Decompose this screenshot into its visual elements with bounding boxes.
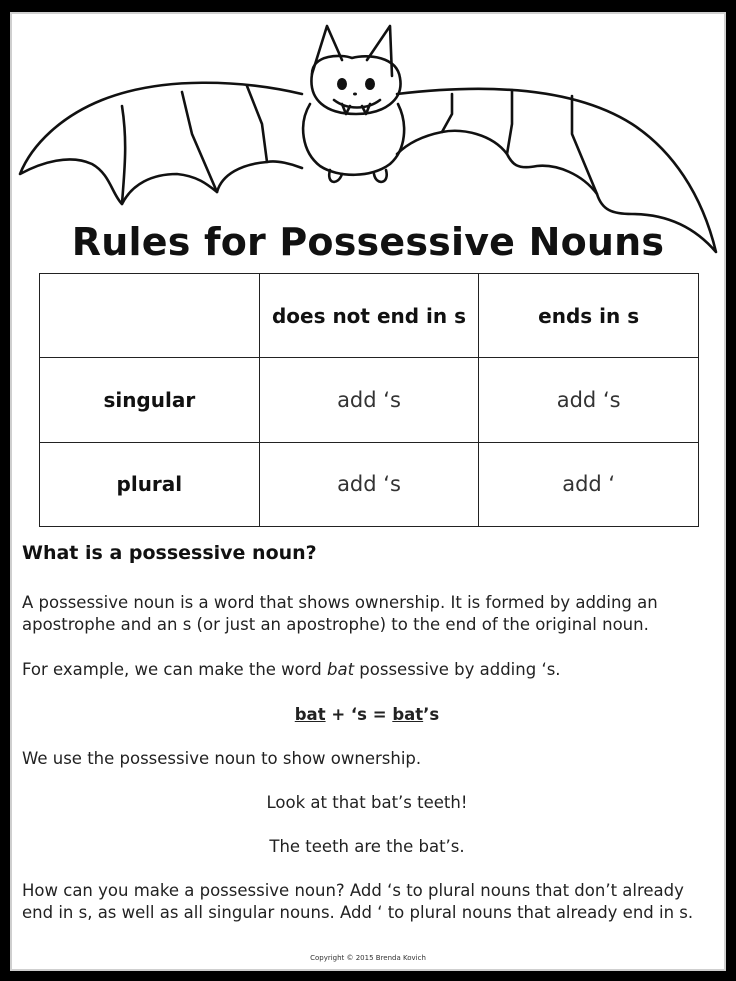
page-title: Rules for Possessive Nouns	[71, 220, 665, 264]
copyright-notice: Copyright © 2015 Brenda Kovich	[310, 954, 426, 962]
table-header-cell: does not end in s	[259, 274, 479, 358]
example-text-after: possessive by adding ‘s.	[354, 660, 561, 679]
table-cell: add ‘s	[479, 358, 699, 442]
table-row	[40, 358, 699, 442]
possessive-equation	[22, 704, 712, 726]
equation-plus: + ‘s =	[325, 705, 393, 724]
example-paragraph	[22, 659, 712, 681]
example-text-before: For example, we can make the word	[22, 660, 327, 679]
row-label-plural: plural	[40, 442, 260, 526]
rule-summary-paragraph: How can you make a possessive noun? Add ‘s to plural nouns that don’t already end in s, as well as all singular nouns. Add ‘ to plural nouns that already end in s.	[22, 881, 694, 922]
equation-result-base: bat	[392, 705, 424, 724]
row-label-singular: singular	[40, 358, 260, 442]
worksheet-page	[10, 12, 726, 971]
table-cell: add ‘s	[259, 442, 479, 526]
table-header-cell	[40, 274, 260, 358]
definition-paragraph: A possessive noun is a word that shows ownership. It is formed by adding an apostrophe and an s (or just an apostrophe) to the end of the original noun.	[22, 593, 658, 634]
usage-paragraph: We use the possessive noun to show ownership.	[22, 749, 422, 768]
possessive-rules-table	[39, 273, 699, 527]
table-cell: add ‘s	[259, 358, 479, 442]
table-row	[40, 442, 699, 526]
example-sentence: The teeth are the bat’s.	[269, 837, 465, 856]
example-word: bat	[326, 660, 355, 679]
equation-result-suffix: ’s	[423, 705, 440, 724]
table-header-row	[40, 274, 699, 358]
example-sentence: Look at that bat’s teeth!	[266, 793, 468, 812]
table-header-cell: ends in s	[479, 274, 699, 358]
section-heading: What is a possessive noun?	[22, 542, 317, 564]
equation-base: bat	[294, 705, 326, 724]
table-cell: add ‘	[479, 442, 699, 526]
